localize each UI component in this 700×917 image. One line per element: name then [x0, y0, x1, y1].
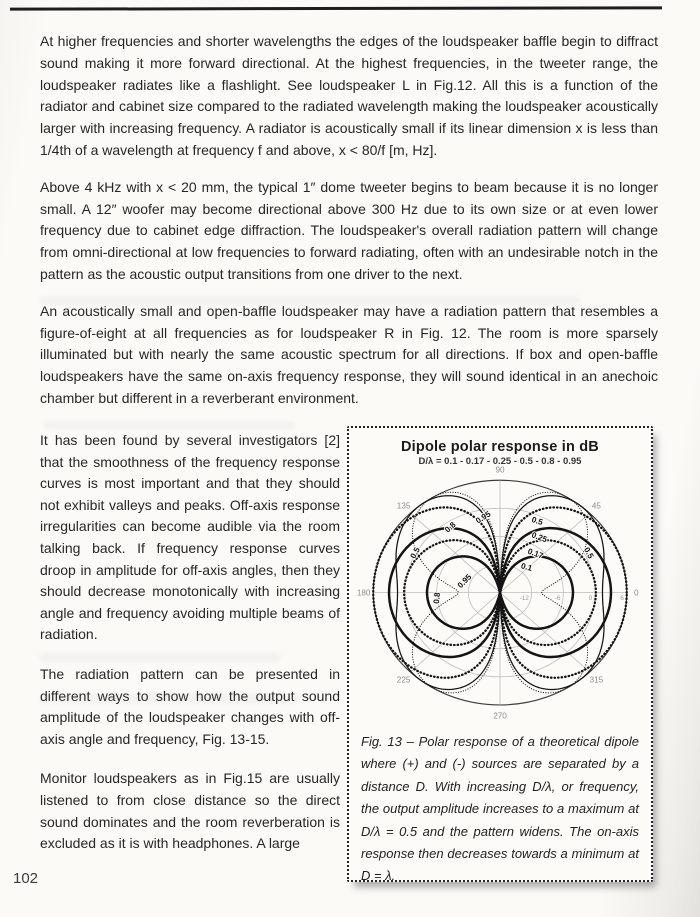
svg-text:315: 315 [589, 675, 604, 685]
svg-text:0.5: 0.5 [530, 515, 545, 528]
paragraph-1: At higher frequencies and shorter wavelengths the edges of the loudspeaker baffle begin to diffract sound making it more forward directional. At the highest frequencies, in the tweeter range, the loudspeaker radiates like a flashlight. See loudspeaker L in Fig.12. All this is a function of the radiator and cabinet size compared to the radiated wavelength making the loudspeaker acoustically larger with increasing frequency. A radiator is acoustically small if its linear dimension x is less than 1/4th of a wavelength at frequency f and above, x < 80/f [m, Hz]. [40, 33, 658, 158]
svg-text:0.5: 0.5 [408, 545, 422, 561]
svg-text:0.17: 0.17 [526, 546, 545, 561]
svg-text:270: 270 [493, 711, 507, 721]
svg-text:0.95: 0.95 [455, 572, 474, 591]
svg-text:0.8: 0.8 [443, 520, 458, 535]
svg-text:0.8: 0.8 [431, 591, 443, 605]
chart-subtitle: D/λ = 0.1 - 0.17 - 0.25 - 0.5 - 0.8 - 0.95 [418, 456, 582, 467]
paragraph-5: The radiation pattern can be presented in different ways to show how the output sound amplitude of the loudspeaker changes with off-axis angle and frequency, Fig. 13-15. [40, 665, 340, 747]
svg-text:0.1: 0.1 [519, 561, 534, 573]
scan-artifact [40, 653, 280, 662]
svg-text:45: 45 [591, 501, 601, 511]
svg-text:225: 225 [396, 675, 411, 685]
paragraph-3: An acoustically small and open-baffle loudspeaker may have a radiation pattern that resembles a figure-of-eight at all frequencies as for loudspeaker R in Fig. 12. The room is more sparsely illuminated but with nearly the same acoustic spectrum for all directions. If box and open-baffle loudspeakers have the same on-axis frequency response, they will sound identical in an anechoic chamber but different in a reverberant environment. [40, 302, 658, 406]
paragraph-4: It has been found by several investigators [2] that the smoothness of the frequency response curves is most important and that they should not exhibit valleys and peaks. Off-axis response irregularities can become audible via the room talking back. If frequency response curves droop in amplitude for off-axis angles, then they should decrease monotonically with increasing angle and frequency avoiding multiple beams of radiation. [40, 432, 340, 643]
svg-text:0.95: 0.95 [474, 509, 493, 526]
svg-text:-6: -6 [554, 594, 561, 602]
paragraph-6: Monitor loudspeakers as in Fig.15 are usually listened to from close distance so the direct sound dominates and the room reverberation is excluded as it is with headphones. A large [40, 770, 340, 852]
figure-caption: Fig. 13 – Polar response of a theoretical dipole where (+) and (-) sources are separated by a distance D. With increasing D/λ, or frequency, the output amplitude increases to a maximum at D/λ = 0.5 and the pattern widens. The on-axis response then decreases towards a minimum at D = λ. [361, 734, 639, 884]
page-edge-line [10, 6, 662, 10]
svg-text:0: 0 [634, 588, 639, 598]
svg-text:0.5: 0.5 [581, 545, 596, 561]
scan-artifact [44, 421, 294, 429]
body-text-top [40, 31, 658, 425]
svg-text:-12: -12 [519, 594, 529, 602]
svg-text:0.25: 0.25 [530, 530, 549, 545]
svg-text:0: 0 [588, 594, 593, 602]
dipole-polar-chart [353, 462, 647, 727]
scan-artifact [40, 694, 300, 703]
paragraph-2: Above 4 kHz with x < 20 mm, the typical 1″ dome tweeter begins to beam because it is no longer small. A 12″ woofer may become directional above 300 Hz due to its own size or at even lower frequency due to cabinet edge diffraction. The loudspeaker's overall radiation pattern will change from omni-directional at low frequencies to forward radiating, often with an undesirable notch in the pattern as the acoustic output transitions from one driver to the next. [40, 178, 658, 282]
body-text-left-column [40, 430, 340, 873]
svg-text:90: 90 [495, 465, 505, 475]
svg-text:6: 6 [620, 594, 624, 602]
scan-artifact [40, 296, 580, 305]
chart-title: Dipole polar response in dB [401, 439, 599, 455]
svg-text:180: 180 [356, 588, 371, 598]
figure-13-box [347, 426, 653, 882]
svg-text:135: 135 [396, 501, 411, 511]
page-number: 102 [13, 870, 39, 887]
